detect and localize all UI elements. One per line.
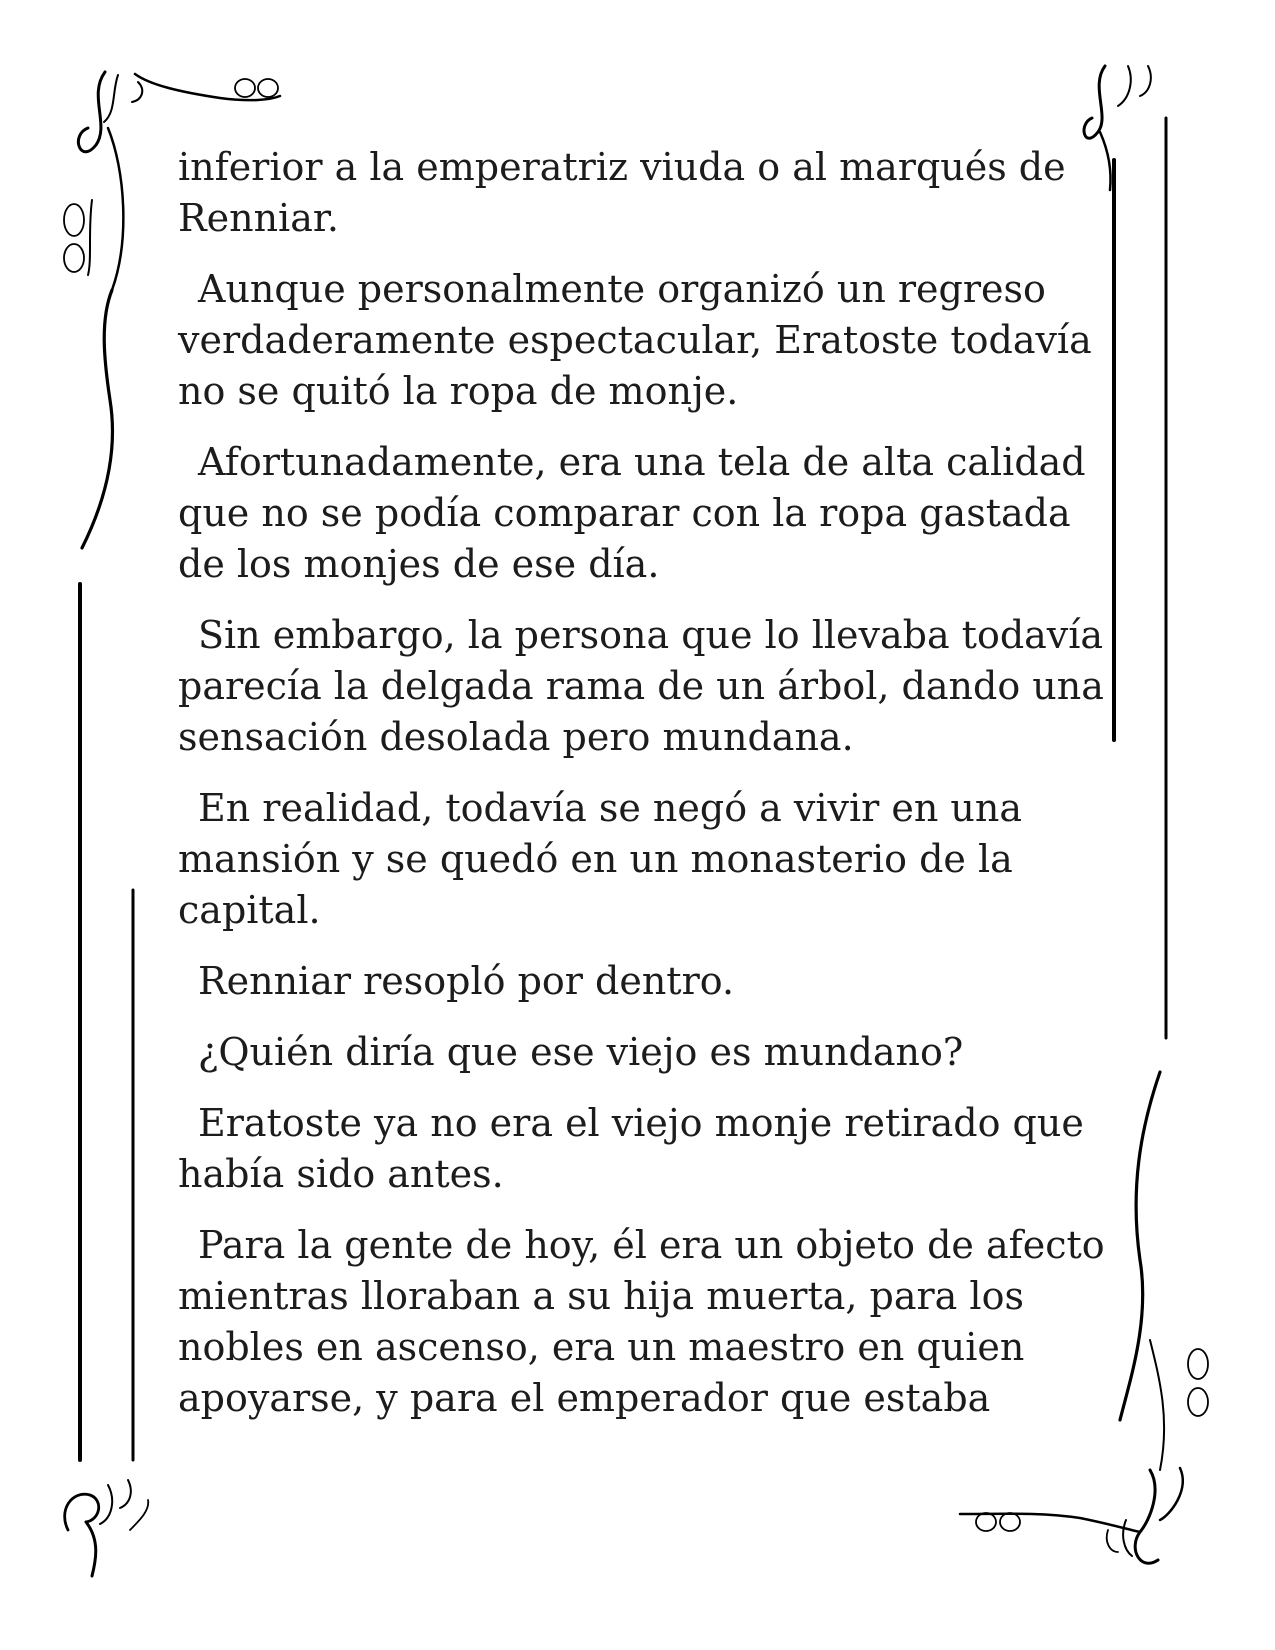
paragraph: Sin embargo, la persona que lo llevaba todavía parecía la delgada rama de un árbol, dando una sensación desolada pero mundana. (178, 613, 1104, 759)
paragraph: Para la gente de hoy, él era un objeto de afecto mientras lloraban a su hija muerta, para los nobles en ascenso, era un maestro en quien apoyarse, y para el emperador que estaba (178, 1223, 1105, 1420)
paragraph: inferior a la emperatriz viuda o al marqués de Renniar. (178, 145, 1066, 240)
paragraph: Aunque personalmente organizó un regreso verdaderamente espectacular, Eratoste todavía no se quitó la ropa de monje. (178, 267, 1092, 413)
paragraph: Afortunadamente, era una tela de alta calidad que no se podía comparar con la ropa gastada de los monjes de ese día. (178, 440, 1086, 586)
left-flourish (64, 200, 133, 1460)
paragraph: Eratoste ya no era el viejo monje retirado que había sido antes. (178, 1101, 1084, 1196)
bottom-left-flourish (65, 1480, 149, 1576)
body-text (178, 142, 1113, 1444)
right-flourish (1120, 1072, 1208, 1470)
paragraph: Renniar resopló por dentro. (198, 959, 735, 1003)
bottom-right-flourish (960, 1468, 1183, 1563)
paragraph: ¿Quién diría que ese viejo es mundano? (198, 1030, 964, 1074)
paragraph: En realidad, todavía se negó a vivir en una mansión y se quedó en un monasterio de la capital. (178, 786, 1023, 932)
